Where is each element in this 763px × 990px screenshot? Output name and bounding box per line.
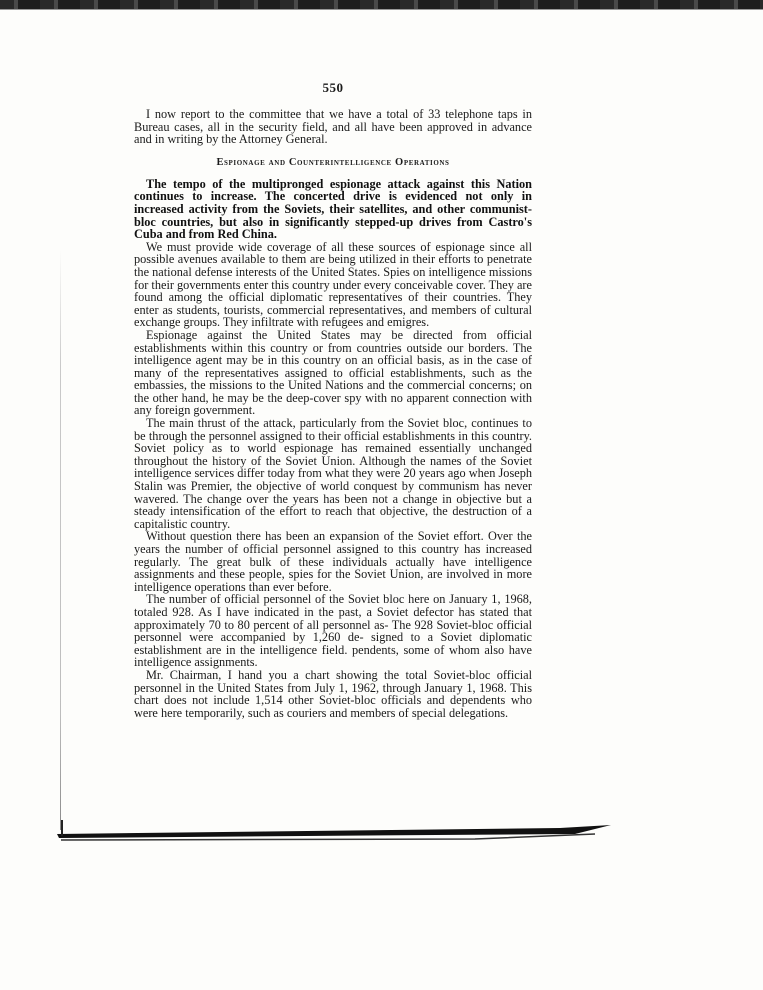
- body-paragraph: Mr. Chairman, I hand you a chart showing the total Soviet-bloc official personnel in the United States from July 1, 1962, through January 1, 1968. This chart does not include 1,514 other Soviet-bloc officials and dependents who were here temporarily, such as couriers and members of special delegations.: [134, 667, 532, 720]
- body-paragraph: Espionage against the United States may be directed from official establishments within this country or from countries outside our borders. The intelligence agent may be in this country on an official basis, as in the case of many of the representatives assigned to official establishments, such as the embassies, the missions to the United Nations and the commercial concerns; on the other hand, he may be the deep-cover spy with no apparent connection with any foreign government.: [134, 327, 532, 418]
- body-paragraph: The main thrust of the attack, particularly from the Soviet bloc, continues to be through the personnel assigned to their official establishments in this country. Soviet policy as to world espionage has remained essentially unchanged throughout the history of the Soviet Union. Although the names of the Soviet intelligence services differ today from what they were 20 years ago when Joseph Stalin was Premier, the objective of world conquest by communism has never wavered. The change over the years has been not a change in objective but a steady intensification of the effort to reach that objective, the destruction of a capitalistic country.: [134, 416, 532, 531]
- body-paragraph: The number of official personnel of the Soviet bloc here on January 1, 1968, totaled 928. As I have indicated in the past, a Soviet defector has stated that approximately 70 to 80 percent of all personnel as- The 928 Soviet-bloc official personnel were accompanied by 1,260 de- signed to a Soviet diplomatic establishment are in the intelligence field. pendents, some of whom also have intelligence assignments.: [134, 592, 532, 670]
- body-paragraph: The tempo of the multipronged espionage attack against this Nation continues to increase. The concerted drive is evidenced not only in increased activity from the Soviets, their satellites, and other communist-bloc countries, but also in significantly stepped-up drives from Castro's Cuba and from Red China.: [134, 176, 532, 242]
- body-paragraph: We must provide wide coverage of all these sources of espionage since all possible avenues available to them are being utilized in their efforts to penetrate the national defense interests of the United States. Spies on intelligence missions for their governments enter this country under every conceivable cover. They are found among the official diplomatic representatives of their countries. They enter as students, tourists, commercial representatives, and members of cultural exchange groups. They infiltrate with refugees and emigres.: [134, 239, 532, 330]
- scan-top-border: [0, 0, 763, 10]
- scan-margin-line: [60, 250, 61, 830]
- section-heading: Espionage and Counterintelligence Operations: [216, 156, 450, 168]
- scan-bottom-rule: [55, 820, 615, 850]
- page-number: 550: [322, 80, 344, 95]
- body-paragraph: Without question there has been an expansion of the Soviet effort. Over the years the number of official personnel assigned to this country has increased regularly. The great bulk of these individuals actually have intelligence assignments and these people, spies for the Soviet Union, are involved in more intelligence operations than ever before.: [134, 529, 532, 594]
- document-page: [134, 80, 532, 719]
- intro-paragraph: I now report to the committee that we have a total of 33 telephone taps in Bureau cases, all in the security field, and all have been approved in advance and in writing by the Attorney General.: [134, 107, 532, 147]
